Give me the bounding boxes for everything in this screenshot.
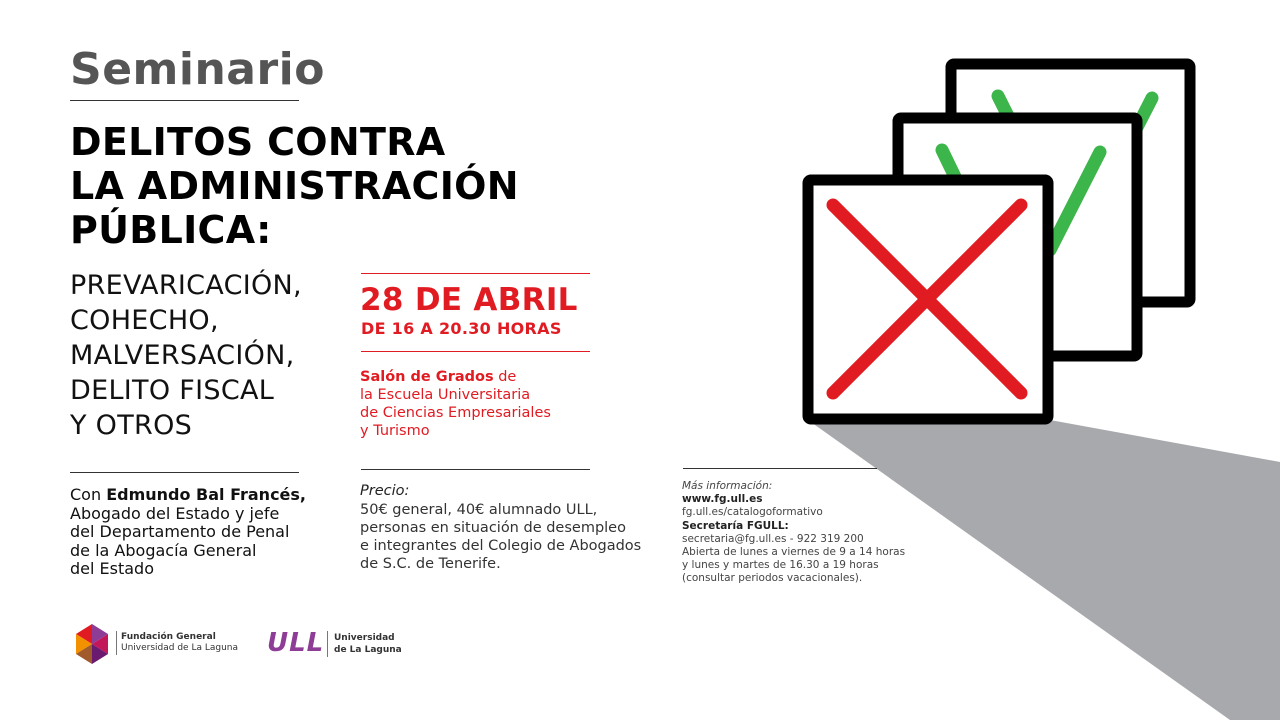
divider-date-top [361,273,590,274]
event-hours: DE 16 A 20.30 HORAS [361,319,562,338]
office-hours-line: Abierta de lunes a viernes de 9 a 14 horas [682,546,906,559]
office-hours-line: (consultar periodos vacacionales). [682,572,863,585]
price-line: 50€ general, 40€ alumnado ULL, [360,502,598,518]
speaker-role-line: de la Abogacía General [70,540,257,560]
title-line-2: LA ADMINISTRACIÓN [70,164,519,208]
office-hours-line: y lunes y martes de 16.30 a 19 horas [682,559,879,572]
venue-line: la Escuela Universitaria [360,387,531,403]
price-line: personas en situación de desempleo [360,520,626,536]
fundacion-line-2: Universidad de La Laguna [121,643,239,653]
ull-line-1: Universidad [334,633,395,643]
speaker-role-line: Abogado del Estado y jefe [70,503,280,523]
fundacion-line-1: Fundación General [121,632,216,642]
speaker-block [70,486,310,579]
venue-first-line [360,368,600,386]
event-venue [360,368,600,440]
contact-line[interactable]: secretaria@fg.ull.es - 922 319 200 [682,532,864,545]
speaker-prefix: Con [70,485,107,504]
secretaria-label: Secretaría FGULL: [682,519,789,532]
ull-logo-text [334,633,402,656]
divider-date-bottom [361,351,590,352]
venue-line: y Turismo [360,423,430,439]
price-line: de S.C. de Tenerife. [360,556,501,572]
fundacion-logo-text [121,632,238,654]
checkbox-front-icon [808,180,1048,419]
divider-price [361,469,590,470]
more-info-block [682,480,922,586]
fundacion-divider [116,631,117,655]
seminar-label: Seminario [70,44,325,95]
topic-item: MALVERSACIÓN, [70,340,295,371]
venue-name: Salón de Grados [360,369,494,385]
venue-line: de Ciencias Empresariales [360,405,551,421]
divider-speaker [70,472,299,473]
speaker-role-line: del Departamento de Penal [70,522,290,541]
speaker-role-line: del Estado [70,559,154,578]
topic-item: COHECHO, [70,305,219,336]
divider-top [70,100,299,101]
speaker-name: Edmundo Bal Francés, [106,485,307,504]
speaker-intro [70,486,310,505]
title-line-1: DELITOS CONTRA [70,120,446,164]
price-line: e integrantes del Colegio de Abogados [360,538,642,554]
ull-divider [327,631,328,657]
website-link[interactable]: www.fg.ull.es [682,493,763,506]
seminar-title [70,120,519,252]
price-label: Precio: [360,483,410,499]
ull-logo-mark: ULL [267,628,325,658]
fundacion-logo-icon [72,622,112,666]
more-info-label: Más información: [682,480,773,492]
venue-de: de [493,369,517,385]
catalog-link[interactable]: fg.ull.es/catalogoformativo [682,506,823,519]
title-line-3: PÚBLICA: [70,208,272,252]
topic-item: PREVARICACIÓN, [70,270,302,301]
price-details [360,501,650,573]
event-date: 28 DE ABRIL [360,282,578,318]
topic-item: Y OTROS [70,410,193,441]
topics-list [70,268,302,443]
ull-line-2: de La Laguna [334,644,402,655]
divider-info [683,468,877,469]
topic-item: DELITO FISCAL [70,375,275,406]
